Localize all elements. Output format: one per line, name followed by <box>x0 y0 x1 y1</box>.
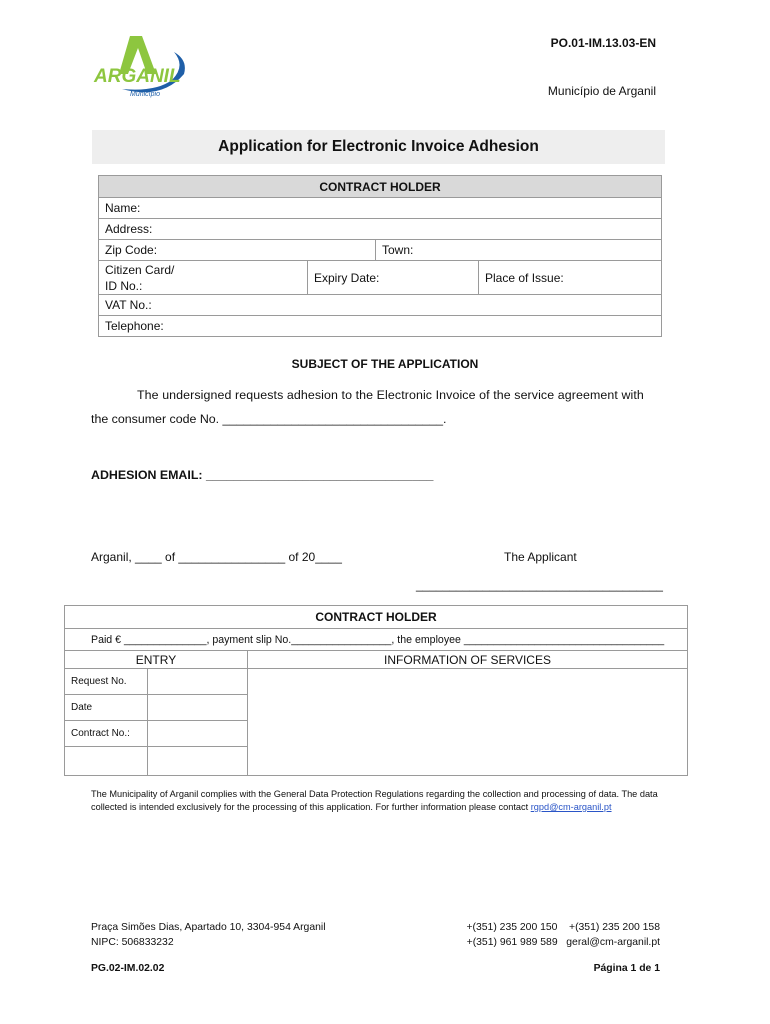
information-of-services-heading: INFORMATION OF SERVICES <box>248 651 687 669</box>
office-contract-holder-heading: CONTRACT HOLDER <box>65 606 687 629</box>
request-no-label: Request No. <box>71 676 127 687</box>
entry-heading: ENTRY <box>65 651 247 669</box>
contract-no-label: Contract No.: <box>71 728 130 739</box>
date-label: Date <box>71 702 93 713</box>
contract-no-field[interactable] <box>147 721 247 746</box>
svg-text:Município: Município <box>130 91 160 98</box>
gdpr-email-link[interactable]: rgpd@cm-arganil.pt <box>530 802 612 812</box>
page-number: Página 1 de 1 <box>593 963 660 974</box>
footer-phones-2: +(351) 961 989 589 geral@cm-arganil.pt <box>466 937 660 948</box>
expiry-date-field[interactable]: Expiry Date: <box>307 261 478 294</box>
municipality-name: Município de Arganil <box>547 84 656 98</box>
zip-code-field[interactable]: Zip Code: <box>105 243 158 257</box>
adhesion-email-field[interactable]: ADHESION EMAIL: _________________________________ <box>91 468 434 482</box>
town-field[interactable]: Town: <box>375 240 661 260</box>
footer-phones-1: +(351) 235 200 150 +(351) 235 200 158 <box>466 922 660 933</box>
footer-nipc: NIPC: 506833232 <box>91 937 174 948</box>
footer-address: Praça Simões Dias, Apartado 10, 3304-954 Arganil <box>91 922 326 933</box>
name-field[interactable]: Name: <box>105 201 141 215</box>
citizen-card-field[interactable] <box>99 261 307 294</box>
svg-text:ARGANIL: ARGANIL <box>94 66 181 87</box>
date-field[interactable] <box>147 695 247 720</box>
payment-line[interactable]: Paid € ______________, payment slip No._________________, the employee __________________________________ <box>65 629 687 651</box>
logo-graphic <box>92 34 196 100</box>
gdpr-text: The Municipality of Arganil complies with the General Data Protection Regulations regarding the collection and processing of data. The data collected is intended exclusively for the processing of this application. For further information please contact <box>91 789 658 812</box>
request-no-field[interactable] <box>147 669 247 694</box>
information-of-services-field[interactable] <box>248 669 687 772</box>
date-line[interactable]: Arganil, ____ of ________________ of 20____ <box>91 550 342 564</box>
arganil-logo <box>92 34 196 100</box>
vat-field[interactable]: VAT No.: <box>105 298 152 312</box>
place-of-issue-field[interactable]: Place of Issue: <box>478 261 661 294</box>
request-text-line1: The undersigned requests adhesion to the Electronic Invoice of the service agreement with <box>137 388 644 402</box>
subject-heading: SUBJECT OF THE APPLICATION <box>291 357 479 371</box>
applicant-label: The Applicant <box>504 550 577 564</box>
address-field[interactable]: Address: <box>105 222 153 236</box>
document-title: Application for Electronic Invoice Adhesion <box>92 130 665 164</box>
footer-form-reference: PG.02-IM.02.02 <box>91 963 165 974</box>
office-use-table <box>64 605 688 776</box>
contract-holder-heading: CONTRACT HOLDER <box>99 176 661 197</box>
citizen-card-label: Citizen Card/ <box>105 262 175 277</box>
signature-line[interactable]: _____________________________________ <box>416 578 663 592</box>
blank-field[interactable] <box>147 747 247 775</box>
contract-holder-table <box>98 175 662 337</box>
blank-label-cell <box>65 747 147 775</box>
document-reference: PO.01-IM.13.03-EN <box>550 36 656 50</box>
consumer-code-line[interactable]: the consumer code No. ________________________________. <box>91 412 447 426</box>
telephone-field[interactable]: Telephone: <box>105 319 164 333</box>
id-no-label: ID No.: <box>105 278 143 293</box>
gdpr-notice <box>91 788 666 814</box>
